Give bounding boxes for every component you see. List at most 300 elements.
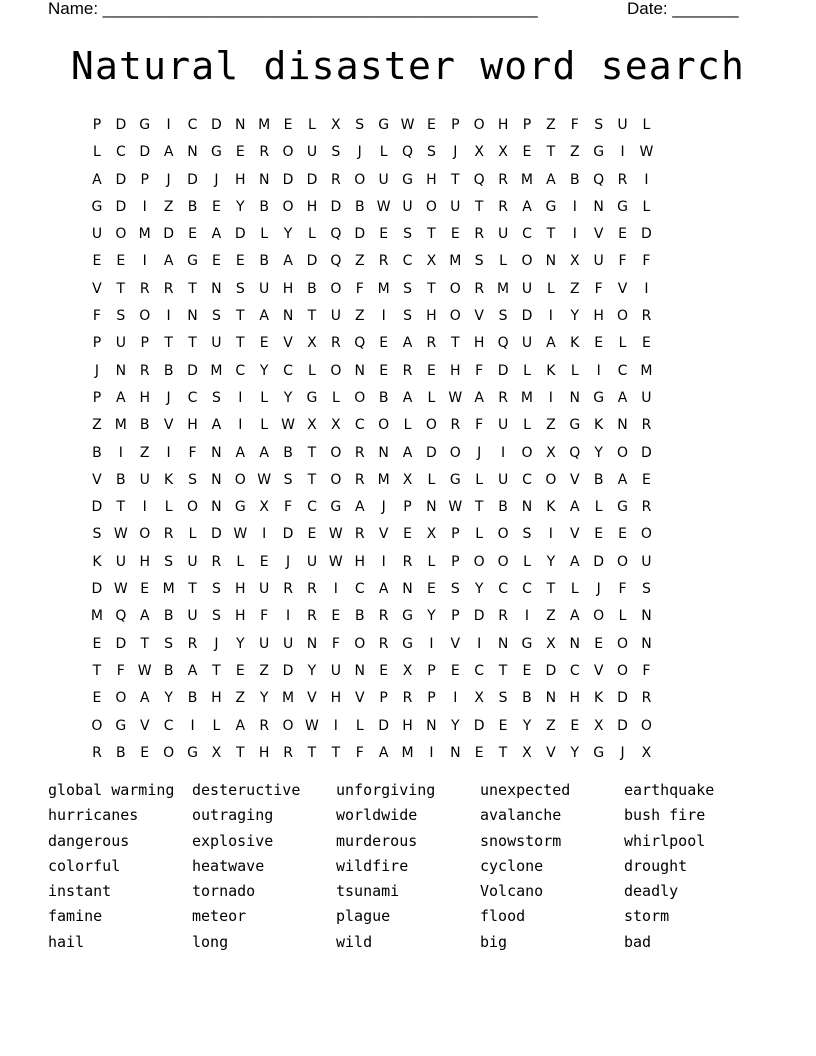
grid-letter: S (498, 308, 508, 325)
grid-letter: D (473, 608, 485, 625)
grid-letter: A (617, 471, 628, 488)
grid-letter: F (116, 662, 125, 679)
grid-letter: I (381, 553, 386, 570)
grid-letter: B (498, 499, 508, 516)
grid-letter: Y (259, 362, 269, 379)
grid-letter: A (354, 499, 365, 516)
grid-letter: K (594, 417, 604, 434)
grid-letter: D (497, 362, 509, 379)
word-list-item: heatwave (192, 856, 265, 875)
grid-letter: X (498, 144, 508, 161)
grid-letter: N (354, 662, 365, 679)
grid-letter: I (262, 526, 267, 543)
grid-letter: O (354, 389, 366, 406)
grid-letter: I (548, 389, 553, 406)
grid-row (85, 167, 658, 194)
grid-letter: O (449, 280, 461, 297)
grid-letter: D (211, 526, 222, 543)
grid-letter: U (521, 335, 533, 352)
grid-letter: L (260, 417, 269, 434)
word-list-item: cyclone (480, 856, 544, 875)
grid-letter: Z (546, 717, 556, 734)
grid-letter: O (354, 171, 366, 188)
grid-letter: J (620, 744, 625, 761)
grid-letter: T (546, 226, 556, 243)
grid-letter: H (258, 744, 270, 761)
grid-letter: R (641, 690, 652, 707)
grid-letter: O (163, 744, 175, 761)
grid-letter: D (187, 362, 198, 379)
grid-letter: D (306, 171, 318, 188)
grid-letter: Z (546, 608, 556, 625)
grid-letter: S (450, 581, 460, 598)
grid-letter: B (139, 417, 150, 434)
grid-letter: Z (546, 117, 556, 133)
grid-letter: C (187, 389, 198, 406)
grid-letter: A (474, 389, 484, 406)
grid-letter: V (163, 417, 174, 434)
grid-letter: M (282, 690, 295, 707)
grid-letter: I (548, 308, 553, 325)
grid-letter: Z (546, 417, 556, 434)
grid-letter: D (115, 635, 127, 652)
grid-letter: E (642, 471, 651, 488)
grid-letter: R (498, 171, 508, 188)
grid-letter: O (617, 308, 629, 325)
grid-letter: V (569, 471, 580, 488)
grid-letter: D (282, 526, 294, 543)
grid-letter: L (308, 226, 316, 243)
grid-letter: N (354, 362, 365, 379)
grid-letter: O (115, 690, 127, 707)
grid-letter: J (166, 171, 171, 188)
grid-letter: Q (330, 226, 342, 243)
grid-letter: F (188, 444, 197, 461)
grid-letter: Z (569, 144, 580, 161)
grid-letter: H (569, 690, 581, 707)
grid-letter: G (449, 471, 461, 488)
grid-letter: C (617, 362, 628, 379)
grid-letter: Q (115, 608, 127, 625)
grid-letter: J (166, 389, 171, 406)
grid-letter: S (283, 471, 293, 488)
grid-letter: A (522, 198, 532, 215)
grid-letter: I (166, 308, 171, 325)
grid-letter: X (641, 744, 652, 761)
word-list-item: tornado (192, 882, 256, 901)
grid-letter: U (187, 553, 198, 570)
grid-letter: V (546, 744, 556, 761)
grid-letter: L (188, 526, 197, 543)
grid-letter: S (522, 526, 532, 543)
word-list-item: bad (624, 932, 652, 951)
grid-letter: X (522, 744, 532, 761)
grid-letter: V (593, 662, 604, 679)
grid-row (85, 112, 658, 139)
grid-letter: D (545, 662, 557, 679)
grid-letter: O (545, 471, 557, 488)
grid-letter: X (474, 690, 484, 707)
grid-letter: R (283, 581, 293, 598)
grid-letter: H (497, 117, 509, 133)
grid-letter: W (400, 117, 415, 133)
grid-letter: T (212, 662, 221, 679)
word-list-item: long (192, 932, 229, 951)
grid-letter: H (282, 280, 294, 297)
grid-letter: O (617, 553, 629, 570)
grid-letter: E (594, 526, 604, 543)
grid-row (85, 658, 658, 685)
grid-letter: X (402, 471, 413, 488)
grid-letter: M (520, 171, 534, 188)
grid-letter: L (331, 389, 340, 406)
grid-letter: E (235, 662, 245, 679)
grid-letter: Z (235, 690, 246, 707)
grid-letter: L (164, 499, 173, 516)
grid-letter: L (308, 117, 316, 133)
grid-letter: D (115, 117, 127, 133)
grid-letter: G (593, 144, 605, 161)
grid-letter: D (426, 444, 437, 461)
word-list-item: tsunami (336, 882, 400, 901)
grid-letter: F (284, 499, 293, 516)
grid-letter: W (257, 471, 272, 488)
grid-letter: A (402, 335, 413, 352)
grid-letter: U (306, 553, 318, 570)
grid-letter: E (211, 198, 221, 215)
grid-letter: G (91, 198, 103, 215)
grid-letter: E (259, 335, 269, 352)
grid-letter: W (328, 553, 343, 570)
grid-letter: B (569, 171, 580, 188)
grid-letter: N (187, 308, 198, 325)
grid-letter: Y (259, 690, 269, 707)
grid-letter: H (235, 171, 246, 188)
grid-letter: E (307, 526, 317, 543)
grid-letter: O (139, 526, 151, 543)
grid-letter: I (429, 744, 434, 761)
grid-letter: D (139, 144, 151, 161)
grid-letter: L (427, 389, 436, 406)
grid-letter: I (596, 362, 601, 379)
grid-letter: S (211, 308, 221, 325)
grid-letter: Y (283, 226, 293, 243)
grid-letter: F (355, 280, 364, 297)
grid-letter: A (402, 389, 413, 406)
grid-letter: F (260, 608, 269, 625)
grid-letter: L (260, 389, 269, 406)
grid-letter: N (641, 635, 652, 652)
grid-letter: X (307, 335, 317, 352)
name-field-line: Name: ______________________________________________ (48, 0, 538, 18)
grid-letter: R (163, 526, 174, 543)
grid-row (85, 549, 658, 576)
grid-letter: G (210, 144, 222, 161)
grid-letter: I (572, 198, 577, 215)
grid-letter: C (498, 581, 508, 598)
grid-letter: E (426, 117, 436, 133)
grid-letter: O (521, 253, 533, 270)
grid-letter: G (617, 198, 628, 215)
grid-letter: O (425, 198, 437, 215)
grid-letter: T (188, 581, 197, 598)
grid-letter: O (497, 526, 509, 543)
grid-letter: L (499, 253, 507, 270)
word-list-item: whirlpool (624, 831, 706, 850)
grid-letter: N (593, 198, 604, 215)
grid-letter: U (187, 608, 198, 625)
grid-letter: T (427, 226, 436, 243)
word-list-item: murderous (336, 831, 418, 850)
word-list-item: plague (336, 907, 391, 926)
grid-letter: D (617, 717, 628, 734)
grid-letter: P (427, 662, 436, 679)
grid-letter: D (282, 662, 294, 679)
grid-letter: U (641, 389, 652, 406)
grid-letter: E (594, 635, 604, 652)
grid-letter: N (306, 635, 318, 652)
grid-letter: X (426, 526, 437, 543)
grid-letter: F (92, 308, 101, 325)
grid-row (85, 139, 658, 166)
grid-letter: D (330, 198, 342, 215)
grid-letter: S (211, 389, 221, 406)
grid-letter: B (187, 198, 198, 215)
grid-letter: I (166, 444, 171, 461)
grid-letter: Y (522, 717, 532, 734)
grid-letter: U (282, 635, 294, 652)
grid-letter: R (641, 308, 652, 325)
grid-letter: G (187, 253, 198, 270)
word-list-item: colorful (48, 856, 121, 875)
grid-letter: S (641, 581, 651, 598)
grid-letter: J (381, 499, 386, 516)
grid-letter: V (593, 226, 604, 243)
grid-row (85, 521, 658, 548)
grid-row (85, 303, 658, 330)
grid-letter: U (641, 553, 652, 570)
grid-letter: L (475, 471, 484, 488)
word-list (48, 778, 768, 955)
grid-letter: E (379, 362, 389, 379)
grid-letter: C (402, 253, 413, 270)
grid-letter: A (259, 308, 269, 325)
grid-row (85, 713, 658, 740)
grid-row (85, 194, 658, 221)
grid-letter: T (546, 581, 556, 598)
grid-letter: H (354, 553, 365, 570)
grid-letter: U (115, 553, 126, 570)
grid-letter: Y (451, 717, 460, 734)
grid-letter: U (306, 144, 318, 161)
grid-letter: A (163, 144, 174, 161)
grid-letter: O (640, 526, 652, 543)
grid-letter: A (139, 690, 150, 707)
grid-letter: D (354, 226, 366, 243)
grid-letter: U (139, 471, 150, 488)
grid-letter: G (378, 117, 390, 133)
grid-letter: O (115, 226, 127, 243)
grid-letter: T (474, 198, 484, 215)
grid-letter: P (451, 553, 460, 570)
grid-letter: N (569, 389, 580, 406)
grid-letter: M (401, 744, 414, 761)
grid-letter: T (307, 471, 317, 488)
grid-letter: C (163, 717, 174, 734)
grid-letter: O (186, 499, 199, 516)
grid-letter: L (475, 526, 484, 543)
grid-letter: V (92, 280, 102, 297)
grid-letter: R (307, 581, 317, 598)
grid-letter: X (211, 744, 222, 761)
grid-letter: C (283, 362, 293, 379)
grid-letter: D (617, 690, 628, 707)
grid-letter: G (617, 499, 628, 516)
grid-letter: L (546, 280, 555, 297)
grid-letter: I (238, 389, 243, 406)
grid-letter: O (282, 717, 294, 734)
grid-letter: T (427, 280, 436, 297)
grid-letter: S (331, 144, 341, 161)
grid-letter: I (620, 144, 625, 161)
grid-letter: R (641, 417, 652, 434)
grid-letter: G (402, 635, 413, 652)
grid-row (85, 358, 658, 385)
grid-letter: P (451, 117, 460, 133)
grid-letter: C (307, 499, 317, 516)
grid-letter: P (140, 171, 149, 188)
grid-letter: E (642, 335, 651, 352)
grid-letter: P (451, 526, 460, 543)
grid-letter: T (451, 335, 460, 352)
grid-letter: E (474, 744, 484, 761)
grid-letter: A (546, 171, 556, 188)
grid-letter: V (569, 526, 580, 543)
grid-letter: U (521, 280, 533, 297)
grid-letter: O (330, 362, 342, 379)
grid-letter: W (233, 526, 248, 543)
grid-letter: A (211, 417, 222, 434)
grid-letter: Q (473, 171, 485, 188)
grid-letter: W (639, 144, 654, 161)
grid-letter: O (449, 444, 461, 461)
grid-letter: S (116, 308, 126, 325)
grid-letter: Y (570, 744, 580, 761)
grid-letter: E (522, 144, 532, 161)
grid-letter: L (427, 471, 436, 488)
grid-letter: H (235, 581, 246, 598)
grid-letter: O (449, 308, 461, 325)
date-field-line: Date: _______ (627, 0, 739, 18)
grid-letter: C (354, 581, 365, 598)
grid-letter: X (259, 499, 269, 516)
grid-letter: A (211, 226, 222, 243)
grid-letter: K (594, 690, 604, 707)
grid-letter: Y (474, 581, 484, 598)
grid-letter: D (163, 226, 174, 243)
grid-letter: A (139, 608, 150, 625)
grid-letter: B (163, 362, 174, 379)
grid-letter: H (306, 198, 318, 215)
word-list-item: desteructive (192, 781, 301, 799)
grid-letter: U (593, 253, 604, 270)
grid-letter: A (235, 717, 246, 734)
grid-letter: B (116, 744, 126, 761)
grid-letter: N (617, 417, 628, 434)
grid-letter: S (92, 526, 102, 543)
word-list-item: instant (48, 882, 112, 901)
grid-letter: E (211, 253, 221, 270)
grid-letter: U (259, 635, 270, 652)
grid-letter: I (477, 635, 482, 652)
grid-letter: R (378, 253, 389, 270)
grid-letter: R (474, 280, 485, 297)
grid-letter: U (330, 308, 341, 325)
grid-letter: O (91, 717, 103, 734)
grid-letter: A (378, 581, 389, 598)
word-list-item: drought (624, 856, 688, 875)
grid-letter: F (355, 744, 364, 761)
grid-letter: K (164, 471, 174, 488)
grid-letter: A (617, 389, 628, 406)
grid-letter: D (521, 308, 533, 325)
grid-letter: F (331, 635, 340, 652)
grid-letter: Y (546, 553, 556, 570)
grid-letter: E (618, 226, 627, 243)
grid-letter: J (94, 362, 100, 379)
grid-letter: R (378, 608, 389, 625)
grid-letter: U (330, 662, 341, 679)
grid-letter: Z (139, 444, 150, 461)
grid-letter: E (235, 253, 245, 270)
grid-letter: L (594, 499, 603, 516)
grid-letter: D (306, 253, 318, 270)
grid-letter: N (187, 144, 198, 161)
grid-letter: R (92, 744, 102, 761)
grid-letter: S (426, 144, 436, 161)
word-list-item: hurricanes (48, 806, 139, 825)
grid-letter: E (140, 744, 150, 761)
grid-letter: N (569, 635, 580, 652)
grid-letter: H (450, 362, 461, 379)
grid-letter: P (92, 117, 102, 133)
word-list-item: hail (48, 932, 85, 951)
grid-letter: K (546, 362, 556, 379)
grid-letter: N (402, 581, 413, 598)
grid-letter: E (426, 581, 436, 598)
grid-letter: B (522, 690, 532, 707)
grid-letter: A (569, 553, 580, 570)
grid-letter: B (593, 471, 604, 488)
grid-letter: H (330, 690, 342, 707)
grid-letter: T (188, 280, 197, 297)
grid-letter: E (426, 362, 436, 379)
grid-letter: U (617, 117, 628, 133)
grid-letter: B (378, 389, 389, 406)
grid-letter: W (137, 662, 152, 679)
grid-letter: U (497, 417, 509, 434)
grid-letter: S (498, 690, 508, 707)
grid-letter: R (354, 471, 365, 488)
grid-letter: T (307, 444, 317, 461)
grid-letter: L (260, 226, 269, 243)
grid-letter: G (593, 744, 605, 761)
grid-letter: I (644, 280, 649, 297)
grid-letter: E (235, 144, 245, 161)
grid-letter: R (330, 171, 341, 188)
grid-letter: L (570, 362, 579, 379)
grid-letter: N (426, 499, 437, 516)
